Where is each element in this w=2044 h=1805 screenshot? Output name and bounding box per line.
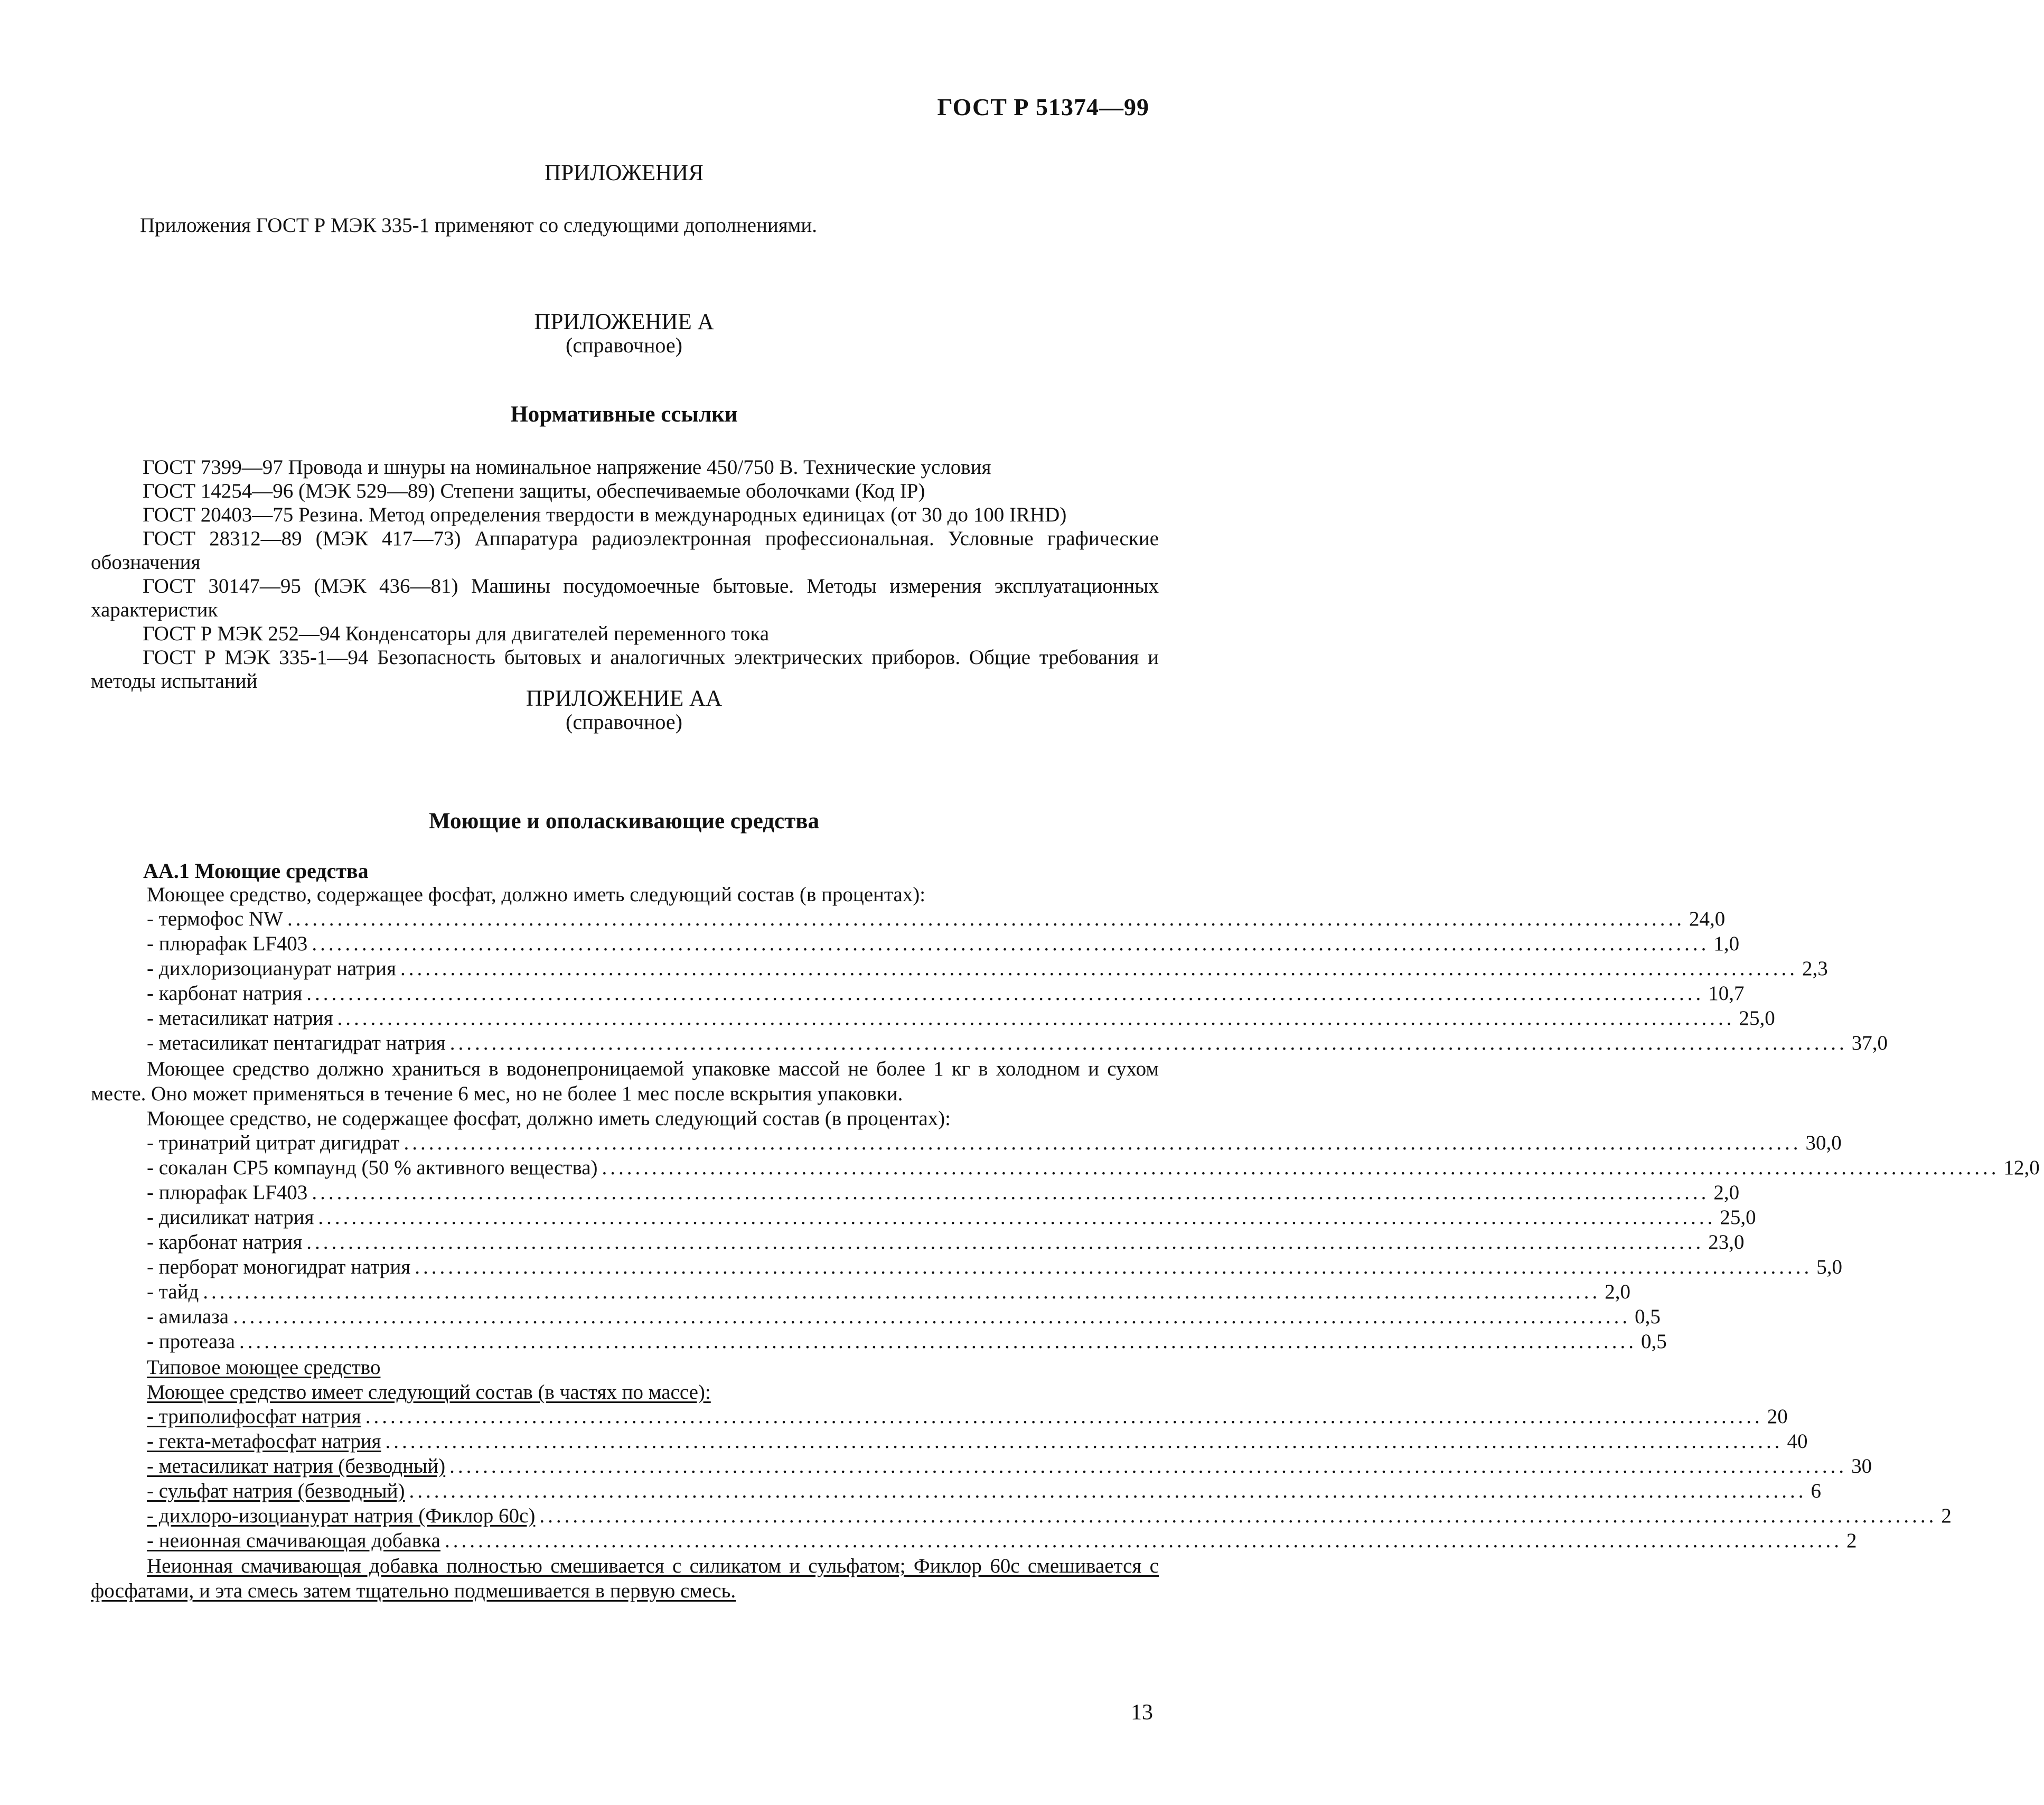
dot-leader: ........................................................................................................................................................................: [365, 1405, 1763, 1428]
appendix-a-title: ПРИЛОЖЕНИЕ А: [534, 310, 714, 334]
appendices-title: ПРИЛОЖЕНИЯ: [545, 161, 704, 185]
dot-leader: ........................................................................................................................................................................: [337, 1007, 1735, 1030]
dot-leader: ........................................................................................................................................................................: [415, 1256, 1813, 1278]
dot-leader: ........................................................................................................................................................................: [318, 1206, 1716, 1229]
list-item: - плюрафак LF403 ........................................................................................................................................................................ 1,0: [147, 932, 1740, 955]
ref-item: ГОСТ Р МЭК 252—94 Конденсаторы для двигателей переменного тока: [143, 622, 770, 645]
dot-leader: ........................................................................................................................................................................: [385, 1430, 1783, 1453]
normative-refs-list: [91, 455, 1159, 693]
list-item: - тайд ........................................................................................................................................................................ 2,0: [147, 1280, 1631, 1303]
list-item: - карбонат натрия ........................................................................................................................................................................ 10,7: [147, 982, 1745, 1005]
list-item: - гекта-метафосфат натрия ........................................................................................................................................................................ 40: [147, 1430, 1808, 1453]
list-item: - перборат моногидрат натрия ........................................................................................................................................................................ 5,0: [147, 1256, 1842, 1278]
list-item: - тринатрий цитрат дигидрат ........................................................................................................................................................................ 30,0: [147, 1131, 1842, 1154]
phosphate-composition-list: [147, 907, 1888, 1056]
dot-leader: ........................................................................................................................................................................: [287, 908, 1685, 930]
dot-leader: ........................................................................................................................................................................: [539, 1504, 1937, 1527]
ref-item: ГОСТ 7399—97 Провода и шнуры на номинальное напряжение 450/750 В. Технические условия: [143, 456, 991, 479]
dot-leader: ........................................................................................................................................................................: [449, 1032, 1848, 1054]
appendix-aa-title: ПРИЛОЖЕНИЕ АА: [526, 686, 723, 711]
mixing-note: Неионная смачивающая добавка полностью смешивается с силикатом и сульфатом; Фиклор 60с смешивается с фосфатами, и эта смесь затем тщательно подмешивается в первую смесь.: [91, 1555, 1159, 1602]
list-item: - метасиликат натрия (безводный) ........................................................................................................................................................................ 30: [147, 1455, 1872, 1477]
nonphosphate-intro: Моющее средство, не содержащее фосфат, должно иметь следующий состав (в процентах):: [147, 1107, 951, 1130]
dot-leader: ........................................................................................................................................................................: [312, 1181, 1710, 1204]
phosphate-intro: Моющее средство, содержащее фосфат, должно иметь следующий состав (в процентах):: [147, 883, 926, 906]
list-item: - плюрафак LF403 ........................................................................................................................................................................ 2,0: [147, 1181, 1740, 1204]
appendix-a-subtitle: (справочное): [566, 333, 682, 357]
dot-leader: ........................................................................................................................................................................: [444, 1529, 1842, 1552]
appendices-intro: Приложения ГОСТ Р МЭК 335-1 применяют со следующими дополнениями.: [140, 214, 817, 237]
document-code: ГОСТ Р 51374—99: [937, 93, 1149, 120]
list-item: - дихлоро-изоцианурат натрия (Фиклор 60с) ........................................................................................................................................................................ 2: [147, 1504, 1952, 1527]
list-item: - дисиликат натрия ........................................................................................................................................................................ 25,0: [147, 1206, 1756, 1229]
section-title: Моющие средства: [194, 859, 369, 883]
dot-leader: ........................................................................................................................................................................: [449, 1455, 1848, 1477]
list-item: - сокалан CP5 компаунд (50 % активного вещества) ........................................................................................................................................................................ 12,0: [147, 1156, 2040, 1179]
list-item: - неионная смачивающая добавка ........................................................................................................................................................................ 2: [147, 1529, 1857, 1552]
typical-composition-list: [147, 1405, 1952, 1554]
appendix-aa-subtitle: (справочное): [566, 710, 682, 734]
dot-leader: ........................................................................................................................................................................: [400, 957, 1798, 980]
ref-item: ГОСТ Р МЭК 335-1—94 Безопасность бытовых и аналогичных электрических приборов. Общие требования и методы испытаний: [91, 646, 1159, 693]
detergents-heading: Моющие и ополаскивающие средства: [429, 809, 819, 834]
storage-note: Моющее средство должно храниться в водонепроницаемой упаковке массой не более 1 кг в холодном и сухом месте. Оно может применяться в течение 6 мес, но не более 1 мес после вскрытия упаковки.: [91, 1058, 1159, 1105]
list-item: - амилаза ........................................................................................................................................................................ 0,5: [147, 1305, 1661, 1328]
ref-item: ГОСТ 20403—75 Резина. Метод определения твердости в международных единицах (от 30 до 100 IRHD): [143, 503, 1067, 526]
dot-leader: ........................................................................................................................................................................: [409, 1480, 1807, 1502]
section-number: АА.1: [143, 859, 190, 883]
dot-leader: ........................................................................................................................................................................: [312, 932, 1710, 955]
list-item: - термофос NW ........................................................................................................................................................................ 24,0: [147, 908, 1726, 930]
ref-item: ГОСТ 14254—96 (МЭК 529—89) Степени защиты, обеспечиваемые оболочками (Код IP): [143, 480, 925, 502]
typical-detergent-intro: Моющее средство имеет следующий состав (в частях по массе):: [147, 1381, 711, 1404]
list-item: - сульфат натрия (безводный) ........................................................................................................................................................................ 6: [147, 1480, 1821, 1502]
typical-detergent-title: Типовое моющее средство: [147, 1356, 381, 1379]
dot-leader: ........................................................................................................................................................................: [306, 1231, 1704, 1254]
ref-item: ГОСТ 28312—89 (МЭК 417—73) Аппаратура радиоэлектронная профессиональная. Условные графические обозначения: [91, 527, 1159, 574]
normative-refs-heading: Нормативные ссылки: [510, 402, 738, 427]
list-item: - метасиликат пентагидрат натрия ........................................................................................................................................................................ 37,0: [147, 1032, 1888, 1054]
page-number: 13: [1131, 1700, 1153, 1725]
dot-leader: ........................................................................................................................................................................: [404, 1131, 1802, 1154]
nonphosphate-composition-list: [147, 1131, 2040, 1354]
list-item: - дихлоризоцианурат натрия ........................................................................................................................................................................ 2,3: [147, 957, 1828, 980]
dot-leader: ........................................................................................................................................................................: [306, 982, 1704, 1005]
dot-leader: ........................................................................................................................................................................: [233, 1305, 1631, 1328]
dot-leader: ........................................................................................................................................................................: [203, 1280, 1601, 1303]
list-item: - протеаза ........................................................................................................................................................................ 0,5: [147, 1330, 1667, 1353]
section-heading: [143, 858, 369, 883]
list-item: - триполифосфат натрия ........................................................................................................................................................................ 20: [147, 1405, 1788, 1428]
dot-leader: ........................................................................................................................................................................: [602, 1156, 2000, 1179]
list-item: - карбонат натрия ........................................................................................................................................................................ 23,0: [147, 1231, 1745, 1254]
ref-item: ГОСТ 30147—95 (МЭК 436—81) Машины посудомоечные бытовые. Методы измерения эксплуатационных характеристик: [91, 575, 1159, 621]
list-item: - метасиликат натрия ........................................................................................................................................................................ 25,0: [147, 1007, 1775, 1030]
dot-leader: ........................................................................................................................................................................: [239, 1330, 1637, 1353]
